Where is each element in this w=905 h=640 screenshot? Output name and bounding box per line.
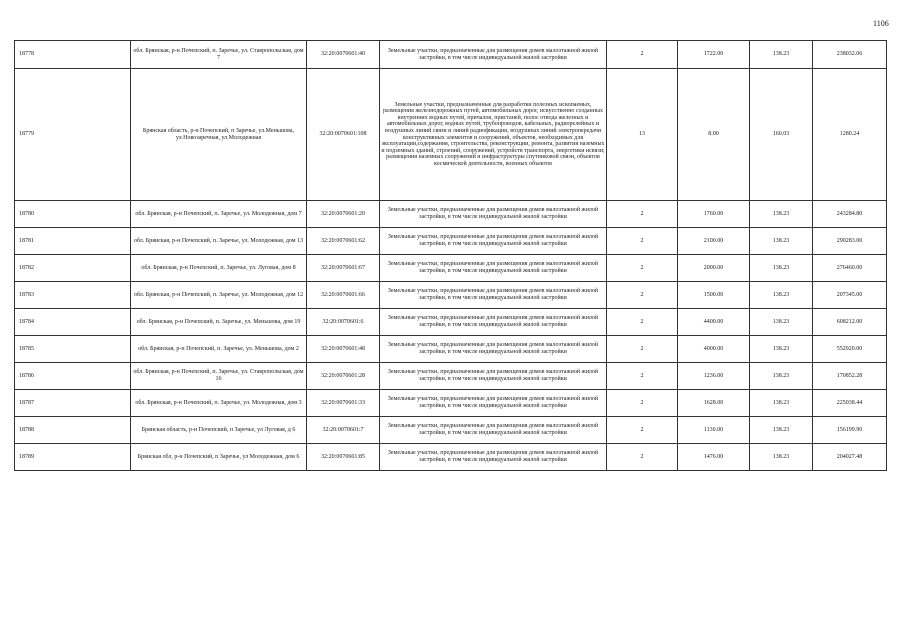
record-number: 18785 (15, 336, 131, 363)
group-code-cell: 2 (607, 255, 678, 282)
land-use-cell: Земельные участки, предназначенные для размещения домов малоэтажной жилой застройки, в том числе индивидуальной жилой застройки (380, 363, 607, 390)
record-number: 18788 (15, 417, 131, 444)
group-code-cell: 2 (607, 417, 678, 444)
land-use-cell: Земельные участки, предназначенные для размещения домов малоэтажной жилой застройки, в том числе индивидуальной жилой застройки (380, 444, 607, 471)
table-row (15, 390, 887, 417)
table-row (15, 363, 887, 390)
group-code-cell: 13 (607, 69, 678, 201)
land-use-cell: Земельные участки, предназначенные для размещения домов малоэтажной жилой застройки, в том числе индивидуальной жилой застройки (380, 228, 607, 255)
specific-value-cell: 138.23 (750, 417, 813, 444)
specific-value-cell: 138.23 (750, 363, 813, 390)
record-number: 18781 (15, 228, 131, 255)
record-number: 18783 (15, 282, 131, 309)
specific-value-cell: 138.23 (750, 390, 813, 417)
area-cell: 1500.00 (678, 282, 750, 309)
land-use-cell: Земельные участки, предназначенные для разработки полезных ископаемых, размещения железнодорожных путей, автомобильных дорог, искусственно созданных внутренних водных путей, причалов, пристаней, полос отвода железных и автомобильных дорог, водных путей, трубопроводов, кабельных, радиорелейных и воздушных линий связи и линий радиофикации, воздушных линий электропередачи конструктивных элементов и сооружений, объектов, необходимых для эксплуатации,содержания, строительства, реконструкции, ремонта, развития наземных и подземных зданий, строений, сооружений, устройств транспорта, энергетики исвязи; размещения наземных сооружений и инфраструктуры спутниковой связи, объектов космической деятельности, военных объектов (380, 69, 607, 201)
specific-value-cell: 138.23 (750, 228, 813, 255)
cadastral-number-cell: 32:20:0070601:28 (307, 363, 380, 390)
area-cell: 4000.00 (678, 336, 750, 363)
area-cell: 2000.00 (678, 255, 750, 282)
specific-value-cell: 160.03 (750, 69, 813, 201)
group-code-cell: 2 (607, 282, 678, 309)
cadastral-number-cell: 32:20:0070601:85 (307, 444, 380, 471)
group-code-cell: 2 (607, 390, 678, 417)
cadastral-number-cell: 32:20:0070601:66 (307, 282, 380, 309)
cadastral-value-cell: 243284.80 (813, 201, 887, 228)
specific-value-cell: 138.23 (750, 336, 813, 363)
specific-value-cell: 138.23 (750, 201, 813, 228)
cadastral-value-cell: 238032.06 (813, 41, 887, 69)
address-cell: обл. Брянская, р-н Почепский, п. Заречье, ул. Молодежная, дом 7 (131, 201, 307, 228)
land-use-cell: Земельные участки, предназначенные для размещения домов малоэтажной жилой застройки, в том числе индивидуальной жилой застройки (380, 336, 607, 363)
cadastral-number-cell: 32:20:0070601:62 (307, 228, 380, 255)
record-number: 18789 (15, 444, 131, 471)
address-cell: Брянская область, р-н Почепский, п Заречье, ул.Меньшова, ул.Новозаречная, ул.Молодежная (131, 69, 307, 201)
cadastral-number-cell: 32:20:0070601:48 (307, 336, 380, 363)
record-number: 18782 (15, 255, 131, 282)
address-cell: обл. Брянская, р-н Почепский, п. Заречье, ул. Луговая, дом 8 (131, 255, 307, 282)
address-cell: обл. Брянская, р-н Почепский, п. Заречье, ул. Меньшова, дом 19 (131, 309, 307, 336)
table-row (15, 417, 887, 444)
specific-value-cell: 138.23 (750, 41, 813, 69)
group-code-cell: 2 (607, 309, 678, 336)
table-row (15, 255, 887, 282)
group-code-cell: 2 (607, 201, 678, 228)
group-code-cell: 2 (607, 336, 678, 363)
group-code-cell: 2 (607, 363, 678, 390)
area-cell: 1760.00 (678, 201, 750, 228)
address-cell: обл. Брянская, р-н Почепский, п. Заречье, ул. Ставропольская, дом 16 (131, 363, 307, 390)
land-use-cell: Земельные участки, предназначенные для размещения домов малоэтажной жилой застройки, в том числе индивидуальной жилой застройки (380, 282, 607, 309)
cadastral-value-cell: 290283.00 (813, 228, 887, 255)
area-cell: 1722.00 (678, 41, 750, 69)
area-cell: 2100.00 (678, 228, 750, 255)
cadastral-number-cell: 32:20:0070601:33 (307, 390, 380, 417)
cadastral-value-cell: 1280.24 (813, 69, 887, 201)
record-number: 18778 (15, 41, 131, 69)
area-cell: 4400.00 (678, 309, 750, 336)
cadastral-number-cell: 32:20:0070601:40 (307, 41, 380, 69)
record-number: 18780 (15, 201, 131, 228)
record-number: 18784 (15, 309, 131, 336)
area-cell: 8.00 (678, 69, 750, 201)
area-cell: 1476.00 (678, 444, 750, 471)
cadastral-value-cell: 608212.00 (813, 309, 887, 336)
land-use-cell: Земельные участки, предназначенные для размещения домов малоэтажной жилой застройки, в том числе индивидуальной жилой застройки (380, 390, 607, 417)
cadastral-value-cell: 225038.44 (813, 390, 887, 417)
cadastral-number-cell: 32:20:0070601:108 (307, 69, 380, 201)
cadastral-number-cell: 32:20:0070601:20 (307, 201, 380, 228)
cadastral-value-cell: 276460.00 (813, 255, 887, 282)
land-use-cell: Земельные участки, предназначенные для размещения домов малоэтажной жилой застройки, в том числе индивидуальной жилой застройки (380, 201, 607, 228)
table-row (15, 336, 887, 363)
table-row (15, 201, 887, 228)
address-cell: обл. Брянская, р-н Почепский, п. Заречье, ул. Молодежная, дом 3 (131, 390, 307, 417)
group-code-cell: 2 (607, 41, 678, 69)
table-row (15, 282, 887, 309)
cadastral-number-cell: 32:20:0070601:7 (307, 417, 380, 444)
specific-value-cell: 138.23 (750, 444, 813, 471)
land-use-cell: Земельные участки, предназначенные для размещения домов малоэтажной жилой застройки, в том числе индивидуальной жилой застройки (380, 41, 607, 69)
cadastral-value-cell: 156199.90 (813, 417, 887, 444)
address-cell: Брянская область, р-н Почепский, п Заречье, ул Луговая, д 6 (131, 417, 307, 444)
table-row (15, 444, 887, 471)
area-cell: 1236.00 (678, 363, 750, 390)
specific-value-cell: 138.23 (750, 282, 813, 309)
area-cell: 1130.00 (678, 417, 750, 444)
table-row (15, 69, 887, 201)
address-cell: обл. Брянская, р-н Почепский, п. Заречье, ул. Молодежная, дом 12 (131, 282, 307, 309)
cadastral-number-cell: 32:20:0070601:67 (307, 255, 380, 282)
group-code-cell: 2 (607, 228, 678, 255)
cadastral-number-cell: 32:20:0070601:6 (307, 309, 380, 336)
record-number: 18779 (15, 69, 131, 201)
cadastral-value-cell: 207345.00 (813, 282, 887, 309)
table-row (15, 309, 887, 336)
cadastral-value-cell: 552920.00 (813, 336, 887, 363)
specific-value-cell: 138.23 (750, 309, 813, 336)
record-number: 18786 (15, 363, 131, 390)
cadastral-value-cell: 170852.28 (813, 363, 887, 390)
record-number: 18787 (15, 390, 131, 417)
land-use-cell: Земельные участки, предназначенные для размещения домов малоэтажной жилой застройки, в том числе индивидуальной жилой застройки (380, 255, 607, 282)
page-number: 1106 (873, 19, 889, 28)
table-row (15, 41, 887, 69)
specific-value-cell: 138.23 (750, 255, 813, 282)
cadastral-value-cell: 204027.48 (813, 444, 887, 471)
table-row (15, 228, 887, 255)
land-use-cell: Земельные участки, предназначенные для размещения домов малоэтажной жилой застройки, в том числе индивидуальной жилой застройки (380, 309, 607, 336)
group-code-cell: 2 (607, 444, 678, 471)
address-cell: обл. Брянская, р-н Почепский, п. Заречье, ул. Ставропольская, дом 7 (131, 41, 307, 69)
address-cell: обл. Брянская, р-н Почепский, п. Заречье, ул. Молодежная, дом 13 (131, 228, 307, 255)
cadastral-value-table (14, 40, 887, 471)
address-cell: Брянская обл, р-н Почепский, п Заречье, ул Молодежная, дом 6 (131, 444, 307, 471)
address-cell: обл. Брянская, р-н Почепский, п. Заречье, ул. Меньшова, дом 2 (131, 336, 307, 363)
area-cell: 1628.00 (678, 390, 750, 417)
land-use-cell: Земельные участки, предназначенные для размещения домов малоэтажной жилой застройки, в том числе индивидуальной жилой застройки (380, 417, 607, 444)
